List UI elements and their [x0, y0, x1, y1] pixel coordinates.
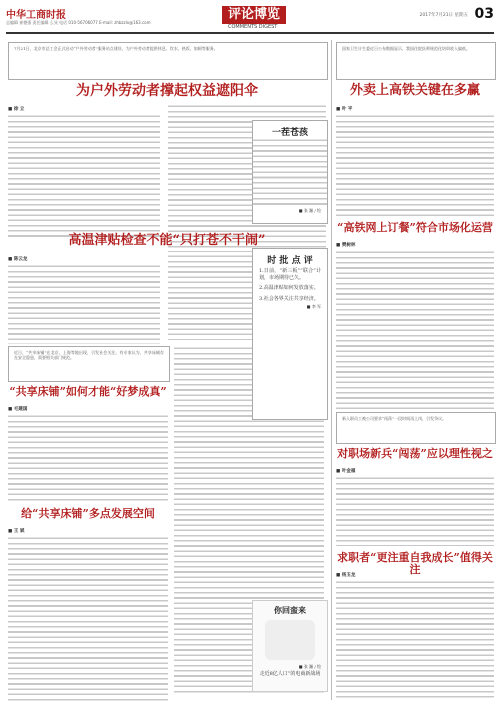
article1-body-left [8, 104, 160, 238]
article5-title: 外卖上高铁关键在多赢 [349, 83, 480, 98]
comment-2: 2.高温津贴如何发放落实。 [259, 285, 319, 291]
article6-author: ■ 樊树林 [336, 243, 356, 248]
article5-intro-box [336, 42, 496, 80]
article2 [8, 234, 326, 248]
article3-title: “共享床铺”如何才能“好梦成真” [9, 385, 167, 398]
cartoon2-illustration [265, 620, 315, 660]
section-title: 评论博览 [222, 6, 286, 24]
cartoon2-caption: 走近8亿人口”的电商新战场 [259, 671, 321, 677]
comment-1: 1.日前，“新三板”“联合”计划，市场期待已久。 [259, 268, 321, 281]
article5-body [336, 104, 494, 218]
column-divider [331, 40, 332, 700]
article3-body [8, 404, 168, 504]
article2-author: ■ 陈云龙 [8, 257, 28, 262]
article1 [8, 84, 326, 99]
article1-text [8, 114, 160, 238]
article8-title: 求职者“更注重自我成长”值得关注 [337, 551, 493, 577]
article5-author: ■ 叶 平 [336, 107, 353, 112]
article8-text [336, 580, 494, 700]
masthead-meta: 总编辑 崔德强 责任编辑 么旻 电话 010-56706077 E-mail: zhbzzlx@163.com [6, 20, 151, 25]
article1-intro: 7月21日，北京市总工会正式启动“户外劳动者”服务站点建设，为户外劳动者提供休息、饮水、热饭、如厕等服务。 [14, 46, 218, 51]
comments-signature: ■ 李 军 [306, 304, 321, 309]
cartoon2-title: 你回蛮来 [274, 605, 306, 615]
article6-body [336, 240, 494, 410]
cartoon2-signature: ■ 张 瀚 / 绘 [298, 664, 321, 669]
article4 [8, 508, 168, 520]
article6 [336, 222, 494, 234]
article3-text [8, 414, 168, 504]
article4-title: 给“共享床铺”多点发展空间 [21, 507, 155, 520]
article4-body [8, 526, 168, 704]
article6-title: “高铁网上订餐”符合市场化运营 [337, 221, 493, 234]
article7-text [336, 476, 494, 546]
page-number: 03 [474, 6, 494, 22]
cartoon1-text [253, 138, 327, 208]
comments-box [252, 248, 328, 420]
article7-intro-box [336, 412, 496, 444]
paper-name: 中华工商时报 [6, 10, 66, 21]
article5 [336, 84, 494, 98]
section-subtitle: COMMENTS DIGEST [228, 24, 278, 30]
date-line: 2017年7月21日 星期五 [419, 13, 468, 18]
article8-author: ■ 杨玉龙 [336, 573, 356, 578]
cartoon1-box [252, 120, 328, 224]
article7-intro: 新入职员工被公司要求“闯荡”一段时间再上岗，引发争议。 [342, 416, 447, 421]
article7-title: 对职场新兵“闯荡”应以理性视之 [337, 447, 493, 460]
article4-author: ■ 王 斌 [8, 529, 25, 534]
article8-body [336, 570, 494, 700]
article3-intro-box [8, 346, 170, 382]
cartoon2-box [252, 600, 328, 692]
page-header [6, 6, 494, 34]
article2-body-left [8, 254, 160, 344]
article3 [8, 386, 168, 398]
article7-author: ■ 叶金福 [336, 469, 356, 474]
cartoon1-signature: ■ 张 瀚 / 绘 [298, 208, 321, 213]
article7 [336, 448, 494, 460]
article2-text [8, 264, 160, 344]
article3-intro: 近日，“共享床铺”在北京、上海等地出现，引发社会关注。有专家认为，共享床铺存在安全隐患，需要相关部门规范。 [14, 350, 164, 361]
article5-text [336, 114, 494, 218]
cartoon1-title: 一茬苍孩 [271, 128, 308, 138]
article1-intro-box [8, 42, 328, 80]
article4-text [8, 536, 168, 704]
article5-intro: 国家卫生计生委近日公布数据显示，我国住院医师规范化培训收入偏低。 [342, 46, 470, 51]
comment-3: 3.社会各界关注共享经济。 [259, 295, 319, 302]
article1-author: ■ 徐 立 [8, 107, 25, 112]
article1-title: 为户外劳动者撑起权益遮阳伞 [76, 83, 258, 99]
comments-title: 时 批 点 评 [267, 256, 313, 266]
article2-title: 高温津贴检查不能“只打苍不干闹” [68, 233, 266, 248]
article7-body [336, 466, 494, 546]
article6-text [336, 250, 494, 410]
article3-author: ■ 毛建国 [8, 407, 28, 412]
